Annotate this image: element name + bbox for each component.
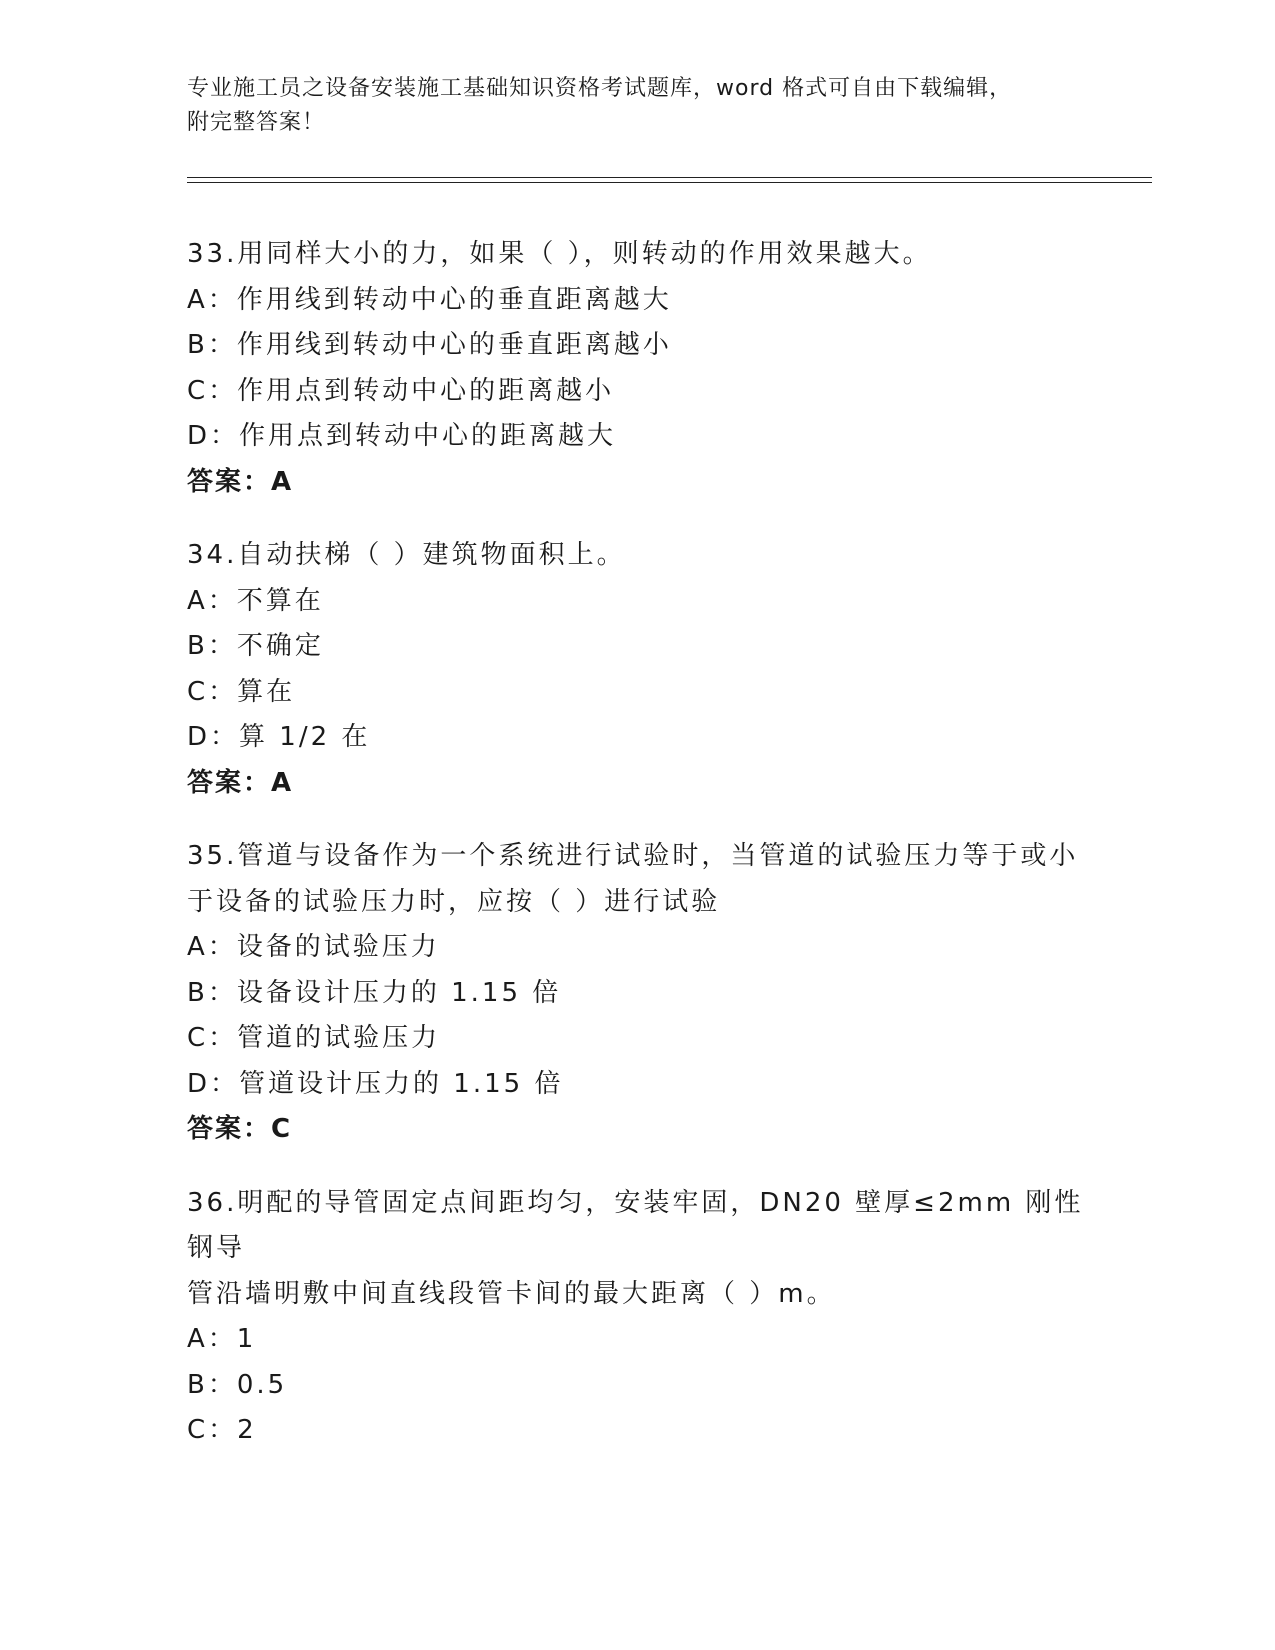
question-stem	[187, 533, 1087, 579]
question-34	[187, 533, 1087, 806]
option-d: D：管道设计压力的 1.15 倍	[187, 1068, 564, 1099]
option-b: B：0.5	[187, 1369, 288, 1400]
header-divider-bottom	[187, 182, 1152, 183]
option-d: D：算 1/2 在	[187, 722, 371, 752]
question-stem	[187, 834, 1087, 925]
option-b: B：不确定	[187, 631, 324, 661]
option-a: A：设备的试验压力	[187, 932, 440, 962]
answer-text: 答案：C	[187, 1114, 293, 1144]
question-36	[187, 1181, 1087, 1454]
option-c: C：作用点到转动中心的距离越小	[187, 375, 615, 406]
stem-line: 34.自动扶梯（ ）建筑物面积上。	[187, 540, 626, 570]
stem-line: 33.用同样大小的力，如果（ ），则转动的作用效果越大。	[187, 239, 932, 269]
header-line-2: 附完整答案！	[187, 110, 326, 135]
stem-line: 35.管道与设备作为一个系统进行试验时，当管道的试验压力等于或小	[187, 841, 1079, 871]
option-c: C：2	[187, 1415, 257, 1445]
header-divider-top	[187, 177, 1152, 178]
option-b: B：作用线到转动中心的垂直距离越小	[187, 330, 672, 360]
option-b: B：设备设计压力的 1.15 倍	[187, 977, 562, 1008]
stem-line: 于设备的试验压力时，应按（ ）进行试验	[187, 886, 721, 917]
header-line-1: 专业施工员之设备安装施工基础知识资格考试题库，word 格式可自由下载编辑，	[187, 76, 1013, 101]
question-stem	[187, 1181, 1087, 1318]
stem-line: 管沿墙明敷中间直线段管卡间的最大距离（ ）m。	[187, 1278, 836, 1309]
answer-text: 答案：A	[187, 466, 294, 497]
option-a: A：作用线到转动中心的垂直距离越大	[187, 284, 672, 315]
option-c: C：管道的试验压力	[187, 1023, 441, 1053]
question-35	[187, 834, 1087, 1153]
stem-line: 36.明配的导管固定点间距均匀，安装牢固，DN20 壁厚≤2mm 刚性钢导	[187, 1187, 1084, 1263]
answer-text: 答案：A	[187, 767, 294, 798]
question-list	[187, 232, 1087, 1482]
question-33	[187, 232, 1087, 505]
option-c: C：算在	[187, 676, 296, 707]
option-d: D：作用点到转动中心的距离越大	[187, 421, 617, 451]
option-a: A：1	[187, 1324, 257, 1354]
question-stem	[187, 232, 1087, 278]
document-header	[187, 72, 1087, 140]
option-a: A：不算在	[187, 585, 324, 616]
